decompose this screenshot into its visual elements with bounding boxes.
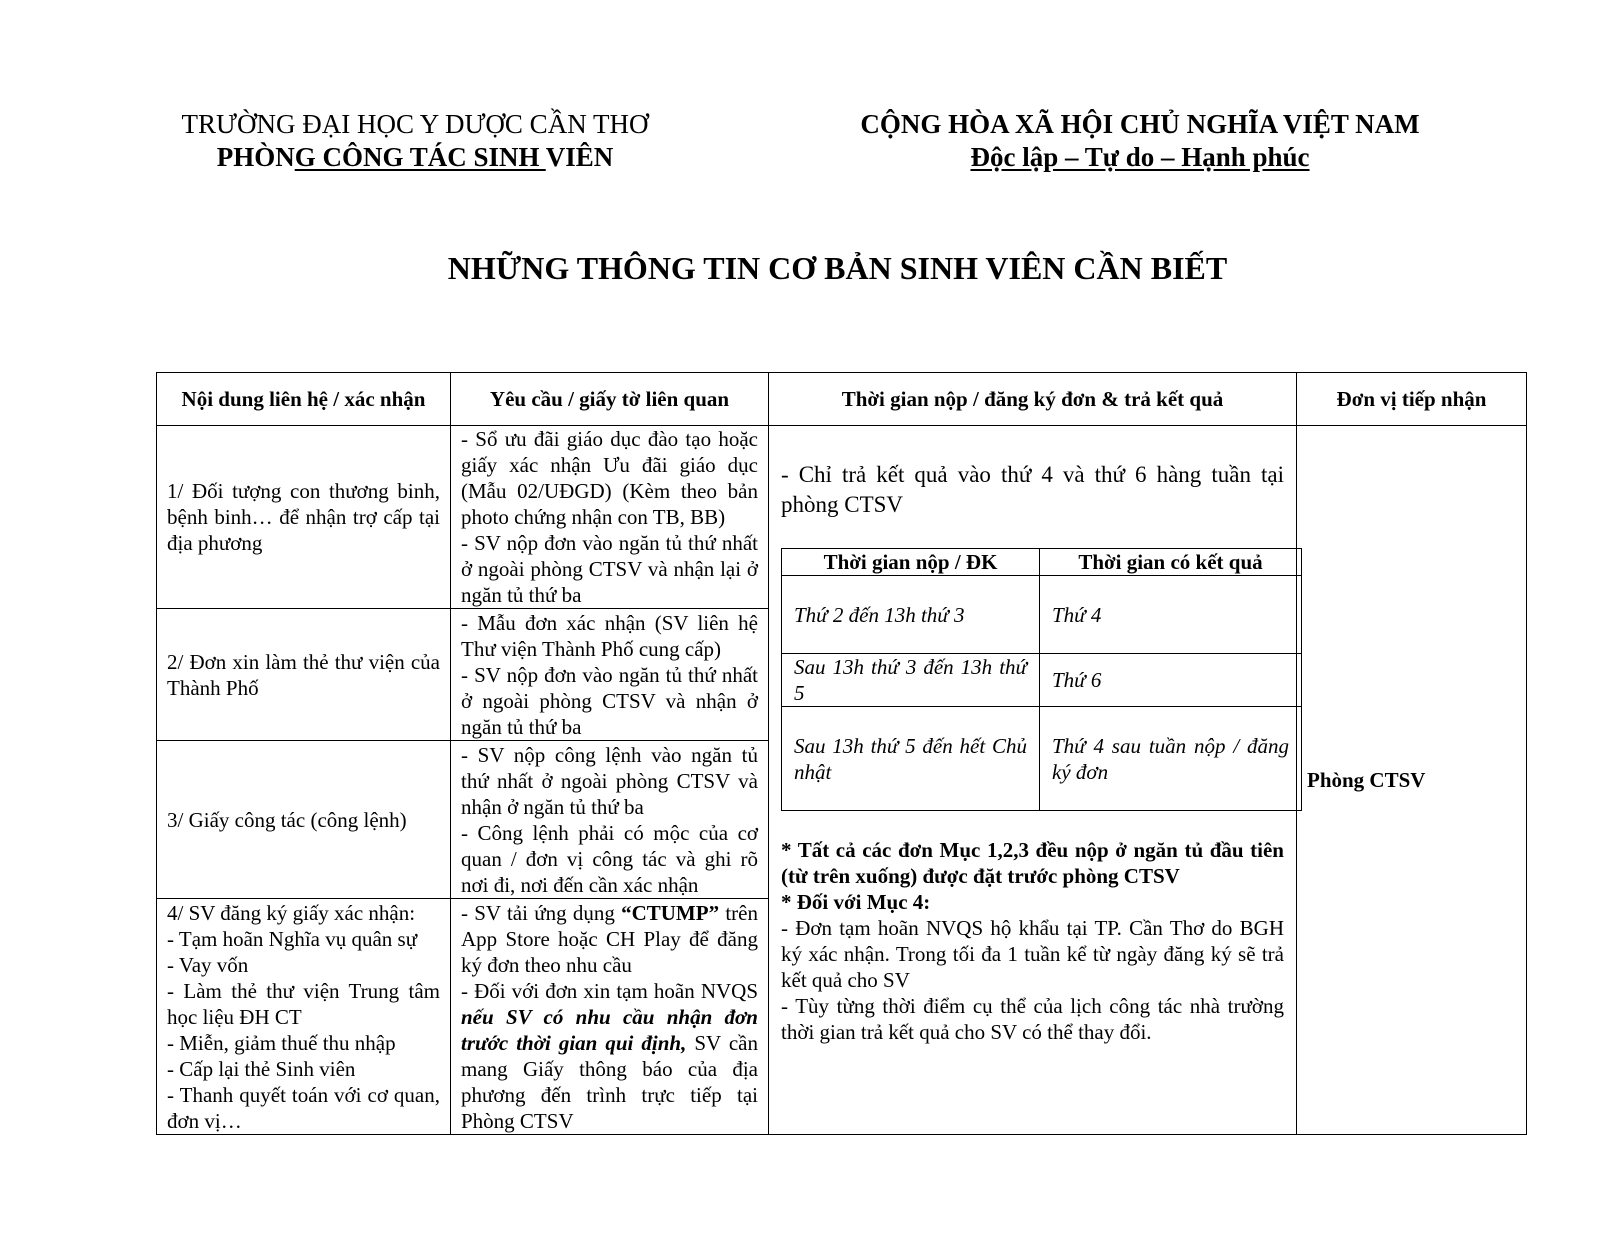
header-left bbox=[165, 108, 665, 174]
schedule-submit-2: Sau 13h thứ 3 đến 13h thứ 5 bbox=[782, 654, 1040, 707]
country-name: CỘNG HÒA XÃ HỘI CHỦ NGHĨA VIỆT NAM bbox=[860, 109, 1420, 139]
schedule-result-1: Thứ 4 bbox=[1040, 576, 1302, 654]
header-right bbox=[830, 108, 1450, 174]
document-title: NHỮNG THÔNG TIN CƠ BẢN SINH VIÊN CẦN BIẾT bbox=[447, 250, 1228, 286]
receiving-unit: Phòng CTSV bbox=[1297, 426, 1527, 1135]
row2-req-1: - Mẫu đơn xác nhận (SV liên hệ Thư viện Thành Phố cung cấp) bbox=[461, 610, 758, 661]
header-requirements: Yêu cầu / giấy tờ liên quan bbox=[451, 373, 769, 426]
department-name bbox=[165, 141, 665, 174]
timing-cell bbox=[769, 426, 1297, 1135]
note-all-forms: * Tất cả các đơn Mục 1,2,3 đều nộp ở ngăn tủ đầu tiên (từ trên xuống) được đặt trước phòng CTSV bbox=[781, 838, 1284, 888]
row4-req-1-b: trên App Store hoặc CH Play để đăng ký đơn theo nhu cầu bbox=[461, 900, 758, 977]
schedule-submit-3: Sau 13h thứ 5 đến hết Chủ nhật bbox=[782, 707, 1040, 811]
national-motto: Độc lập – Tự do – Hạnh phúc bbox=[970, 142, 1310, 172]
timing-intro: - Chỉ trả kết quả vào thứ 4 và thứ 6 hàng tuần tại phòng CTSV bbox=[781, 462, 1284, 517]
row4-line-6: - Cấp lại thẻ Sinh viên bbox=[167, 1056, 356, 1081]
schedule-submit-1: Thứ 2 đến 13h thứ 3 bbox=[782, 576, 1040, 654]
department-name-part2: G CÔNG TÁC SINH bbox=[294, 142, 546, 172]
row4-req-2-b: SV cần mang Giấy thông báo của địa phương đến trình trực tiếp tại Phòng CTSV bbox=[461, 1030, 759, 1133]
row2-requirements bbox=[451, 609, 769, 741]
schedule-header-result: Thời gian có kết quả bbox=[1040, 549, 1302, 576]
info-table bbox=[156, 372, 1527, 1135]
row2-req-2: - SV nộp đơn vào ngăn tủ thứ nhất ở ngoài phòng CTSV và nhận ở ngăn tủ thứ ba bbox=[461, 662, 758, 739]
app-name: “CTUMP” bbox=[621, 900, 720, 925]
header-timing: Thời gian nộp / đăng ký đơn & trả kết quả bbox=[769, 373, 1297, 426]
row4-req-2 bbox=[461, 978, 758, 1134]
row4-content bbox=[157, 899, 451, 1135]
table-header-row bbox=[157, 373, 1527, 426]
row3-requirements bbox=[451, 741, 769, 899]
row3-req-2: - Công lệnh phải có mộc của cơ quan / đơn vị công tác và ghi rõ nơi đi, nơi đến cần xác nhận bbox=[461, 820, 758, 897]
schedule-header-row bbox=[782, 549, 1302, 576]
row4-line-5: - Miễn, giảm thuế thu nhập bbox=[167, 1030, 396, 1055]
school-name: TRƯỜNG ĐẠI HỌC Y DƯỢC CẦN THƠ bbox=[181, 109, 649, 139]
department-name-part3: VIÊN bbox=[545, 142, 614, 172]
row4-line-1: 4/ SV đăng ký giấy xác nhận: bbox=[167, 900, 416, 925]
schedule-header-submit: Thời gian nộp / ĐK bbox=[782, 549, 1040, 576]
schedule-result-3: Thứ 4 sau tuần nộp / đăng ký đơn bbox=[1040, 707, 1302, 811]
schedule-table bbox=[781, 548, 1302, 811]
row4-req-2-emphasis: nếu SV có nhu cầu nhận đơn trước thời gian qui định, bbox=[461, 1004, 758, 1055]
row3-req-1: - SV nộp công lệnh vào ngăn tủ thứ nhất ở ngoài phòng CTSV và nhận ở ngăn tủ thứ ba bbox=[461, 742, 758, 819]
row4-line-4: - Làm thẻ thư viện Trung tâm học liệu ĐH CT bbox=[167, 978, 440, 1029]
schedule-result-2: Thứ 6 bbox=[1040, 654, 1302, 707]
row4-line-2: - Tạm hoãn Nghĩa vụ quân sự bbox=[167, 926, 418, 951]
note-item4-heading: * Đối với Mục 4: bbox=[781, 890, 931, 914]
row4-req-1-a: - SV tải ứng dụng bbox=[461, 900, 622, 925]
timing-notes bbox=[781, 837, 1284, 1045]
row1-content: 1/ Đối tượng con thương binh, bệnh binh… để nhận trợ cấp tại địa phương bbox=[157, 426, 451, 609]
schedule-row bbox=[782, 654, 1302, 707]
header-content: Nội dung liên hệ / xác nhận bbox=[157, 373, 451, 426]
row4-requirements bbox=[451, 899, 769, 1135]
note-nvqs: - Đơn tạm hoãn NVQS hộ khẩu tại TP. Cần Thơ do BGH ký xác nhận. Trong tối đa 1 tuần kể từ ngày đăng ký sẽ trả kết quả cho SV bbox=[781, 916, 1284, 992]
row4-req-1 bbox=[461, 900, 758, 978]
row4-line-7: - Thanh quyết toán với cơ quan, đơn vị… bbox=[167, 1082, 440, 1133]
schedule-row bbox=[782, 576, 1302, 654]
header-receiving-unit: Đơn vị tiếp nhận bbox=[1297, 373, 1527, 426]
department-name-part1: PHÒN bbox=[216, 142, 295, 172]
row1-req-2: - SV nộp đơn vào ngăn tủ thứ nhất ở ngoài phòng CTSV và nhận lại ở ngăn tủ thứ ba bbox=[461, 531, 758, 607]
row4-line-3: - Vay vốn bbox=[167, 952, 249, 977]
row1-requirements bbox=[451, 426, 769, 609]
row4-req-2-a: - Đối với đơn xin tạm hoãn NVQS bbox=[461, 978, 758, 1003]
row3-content: 3/ Giấy công tác (công lệnh) bbox=[157, 741, 451, 899]
note-schedule-change: - Tùy từng thời điểm cụ thể của lịch công tác nhà trường thời gian trả kết quả cho SV có thể thay đổi. bbox=[781, 994, 1284, 1044]
schedule-row bbox=[782, 707, 1302, 811]
row2-content: 2/ Đơn xin làm thẻ thư viện của Thành Phố bbox=[157, 609, 451, 741]
row1-req-1: - Sổ ưu đãi giáo dục đào tạo hoặc giấy xác nhận Ưu đãi giáo dục (Mẫu 02/UĐGD) (Kèm theo bản photo chứng nhận con TB, BB) bbox=[461, 427, 758, 529]
table-row bbox=[157, 426, 1527, 609]
